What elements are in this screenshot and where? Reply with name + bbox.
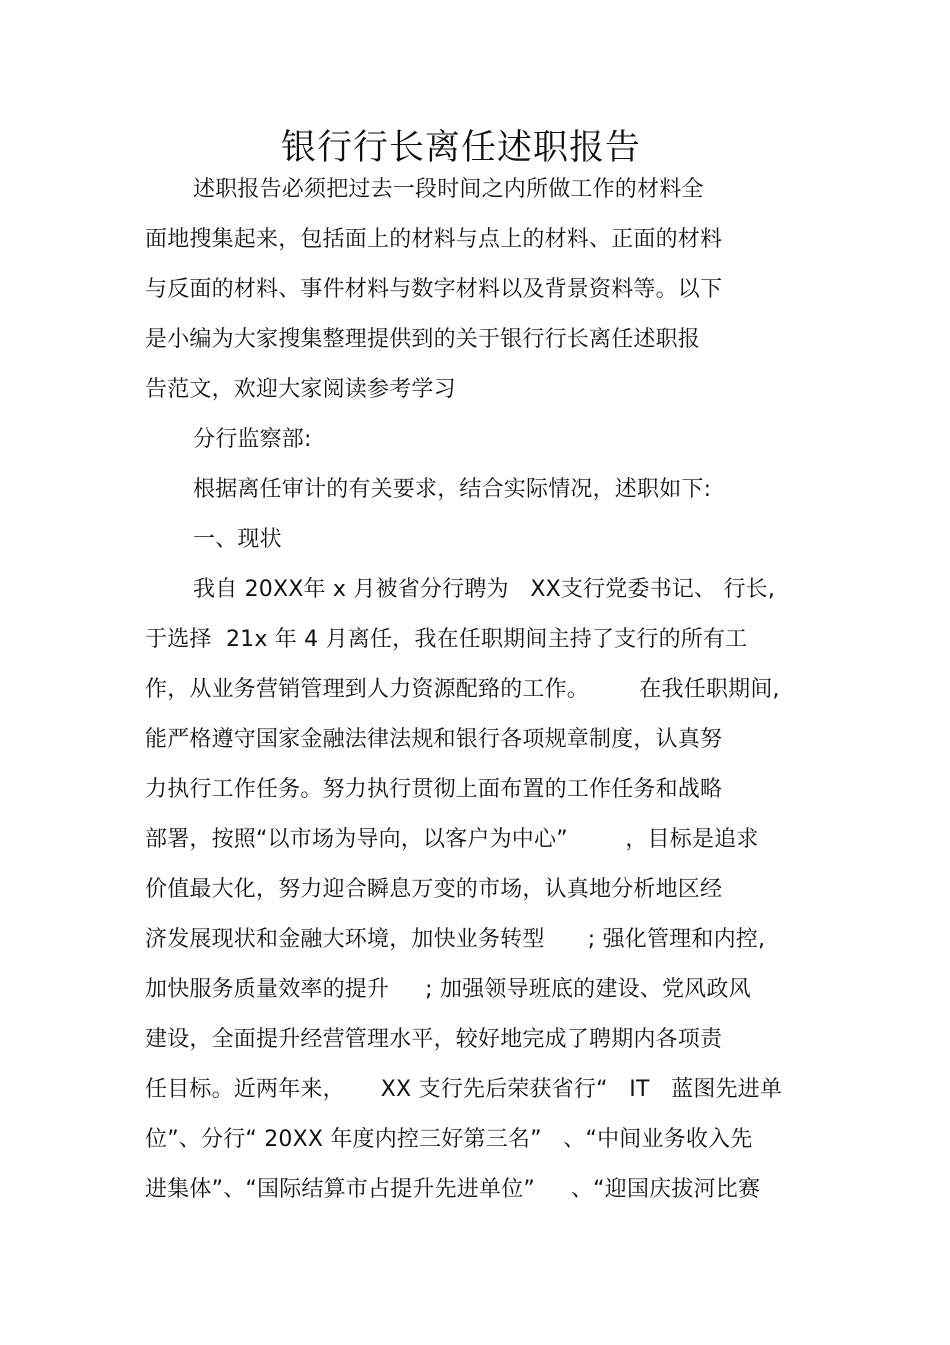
paragraph-line: 建设，全面提升经营管理水平，较好地完成了聘期内各项责 bbox=[145, 1027, 723, 1052]
paragraph-line: 力执行工作任务。努力执行贯彻上面布置的工作任务和战略 bbox=[145, 777, 723, 802]
paragraph-line: 告范文，欢迎大家阅读参考学习 bbox=[145, 377, 456, 402]
section-heading: 一、现状 bbox=[193, 527, 282, 552]
paragraph-line: 面地搜集起来，包括面上的材料与点上的材料、正面的材料 bbox=[145, 227, 723, 252]
paragraph-line: 进集体”、“国际结算市占提升先进单位” 、“迎国庆拔河比赛 bbox=[145, 1177, 761, 1202]
paragraph-line: 位”、分行“ 20XX 年度内控三好第三名” 、“中间业务收入先 bbox=[145, 1127, 753, 1152]
paragraph-line: 于选择 21x 年 4 月离任，我在任职期间主持了支行的所有工 bbox=[145, 627, 748, 652]
paragraph-line: 济发展现状和金融大环境，加快业务转型 ; 强化管理和内控, bbox=[145, 927, 766, 952]
paragraph-line: 与反面的材料、事件材料与数字材料以及背景资料等。以下 bbox=[145, 277, 723, 302]
paragraph-line: 是小编为大家搜集整理提供到的关于银行行长离任述职报 bbox=[145, 327, 701, 352]
paragraph-line: 述职报告必须把过去一段时间之内所做工作的材料全 bbox=[193, 177, 704, 202]
paragraph-line: 部署，按照“以市场为导向，以客户为中心” ，目标是追求 bbox=[145, 827, 759, 852]
salutation-line: 分行监察部: bbox=[193, 427, 312, 452]
paragraph-line: 能严格遵守国家金融法律法规和银行各项规章制度，认真努 bbox=[145, 727, 723, 752]
paragraph-line: 任目标。近两年来， XX 支行先后荣获省行“ IT 蓝图先进单 bbox=[145, 1077, 783, 1102]
paragraph-line: 我自 20XX年 x 月被省分行聘为 XX支行党委书记、 行长, bbox=[193, 577, 776, 602]
paragraph-line: 根据离任审计的有关要求，结合实际情况，述职如下: bbox=[193, 477, 712, 502]
paragraph-line: 价值最大化，努力迎合瞬息万变的市场，认真地分析地区经 bbox=[145, 877, 723, 902]
paragraph-line: 作，从业务营销管理到人力资源配臵的工作。 在我任职期间, bbox=[145, 677, 780, 702]
paragraph-line: 加快服务质量效率的提升 ; 加强领导班底的建设、党风政风 bbox=[145, 977, 751, 1002]
document-title: 银行行长离任述职报告 bbox=[280, 128, 641, 168]
